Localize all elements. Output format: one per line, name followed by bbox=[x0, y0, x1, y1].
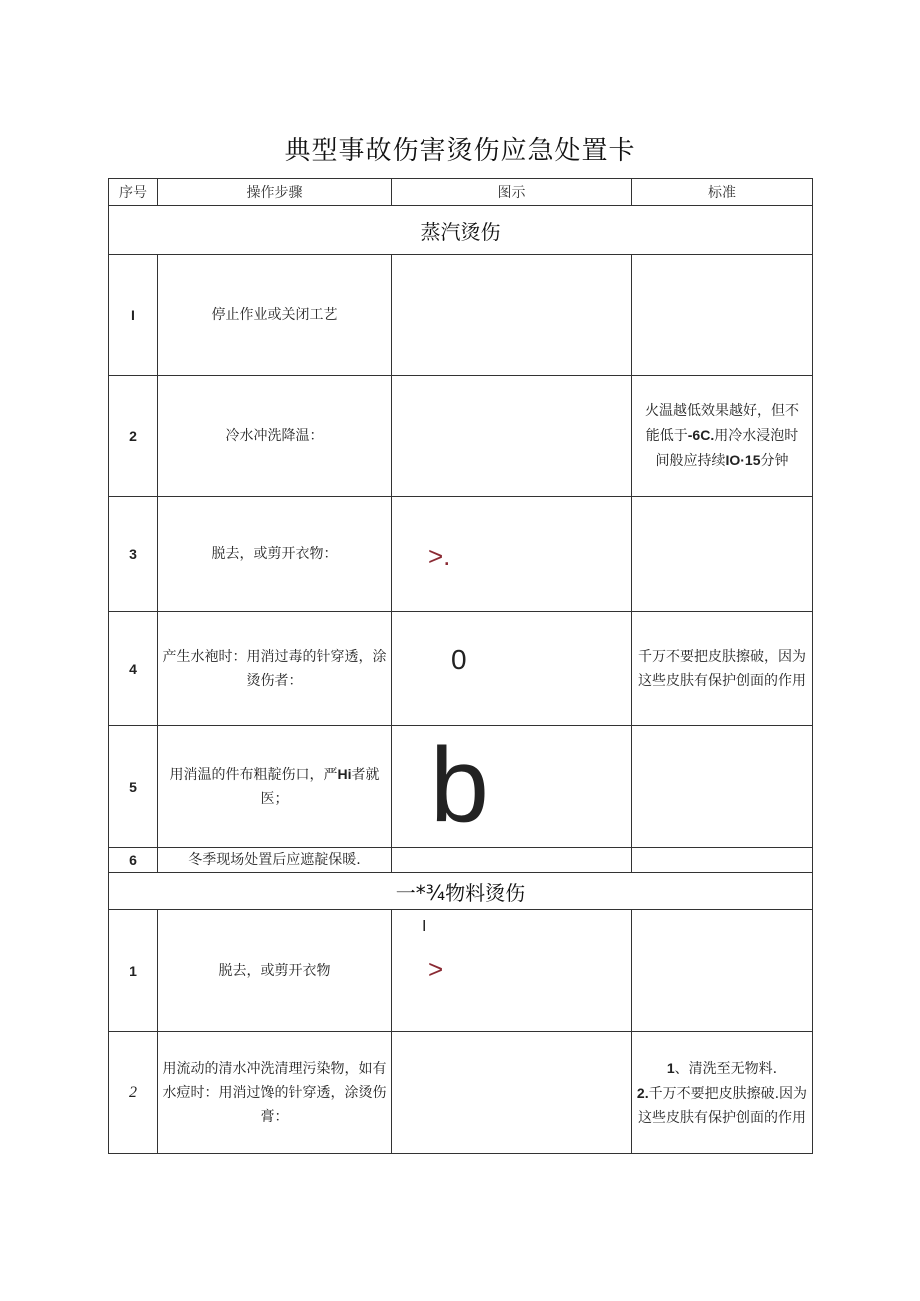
standard-text bbox=[632, 848, 813, 873]
standard-text: 1、清洗至无物料. 2.千万不要把皮肤擦破.因为这些皮肤有保护创面的作用 bbox=[632, 1032, 813, 1154]
row-number: 4 bbox=[109, 612, 158, 726]
row-number: 1 bbox=[109, 910, 158, 1032]
section-row bbox=[109, 873, 813, 910]
standard-text bbox=[632, 497, 813, 612]
arrow-mark: >. bbox=[428, 541, 451, 571]
bar-mark: I bbox=[422, 918, 427, 935]
row-number: I bbox=[109, 255, 158, 376]
table-row bbox=[109, 376, 813, 497]
standard-text: 火温越低效果越好，但不 能低于-6C.用冷水浸泡时 间般应持续IO·15分钟 bbox=[632, 376, 813, 497]
figure-cell bbox=[392, 726, 632, 848]
figure-cell bbox=[392, 1032, 632, 1154]
standard-text bbox=[632, 726, 813, 848]
row-number: 2 bbox=[109, 376, 158, 497]
step-text: 脱去，或剪开衣物： bbox=[158, 497, 392, 612]
row-number: 2 bbox=[109, 1032, 158, 1154]
arrow-mark: > bbox=[428, 954, 444, 984]
table-row bbox=[109, 497, 813, 612]
figure-cell bbox=[392, 848, 632, 873]
table-row bbox=[109, 910, 813, 1032]
figure-cell bbox=[392, 497, 632, 612]
step-text: 用流动的清水冲洗清理污染物，如有水痘时：用消过馋的针穿透，涂烫伤膏： bbox=[158, 1032, 392, 1154]
header-no: 序号 bbox=[109, 179, 158, 206]
header-row bbox=[109, 179, 813, 206]
row-number: 5 bbox=[109, 726, 158, 848]
header-steps: 操作步骤 bbox=[158, 179, 392, 206]
section-row bbox=[109, 206, 813, 255]
step-text: 停止作业或关闭工艺 bbox=[158, 255, 392, 376]
figure-cell bbox=[392, 376, 632, 497]
header-standard: 标准 bbox=[632, 179, 813, 206]
figure-cell bbox=[392, 612, 632, 726]
standard-text bbox=[632, 255, 813, 376]
section-title: 蒸汽烫伤 bbox=[109, 206, 813, 255]
standard-text: 千万不要把皮肤擦破，因为这些皮肤有保护创面的作用 bbox=[632, 612, 813, 726]
standard-text bbox=[632, 910, 813, 1032]
emergency-table bbox=[108, 178, 813, 1154]
section-title: 一*¾物料烫伤 bbox=[109, 873, 813, 910]
row-number: 3 bbox=[109, 497, 158, 612]
figure-cell bbox=[392, 255, 632, 376]
page-title: 典型事故伤害烫伤应急处置卡 bbox=[284, 136, 636, 166]
step-text: 冬季现场处置后应遮靛保暖. bbox=[158, 848, 392, 873]
header-figure: 图示 bbox=[392, 179, 632, 206]
b-mark: b bbox=[430, 726, 489, 844]
table-row bbox=[109, 255, 813, 376]
table-row bbox=[109, 612, 813, 726]
zero-mark: 0 bbox=[451, 644, 467, 675]
table-row bbox=[109, 1032, 813, 1154]
step-text: 产生水袍时：用消过毒的针穿透，涂烫伤者： bbox=[158, 612, 392, 726]
table-row bbox=[109, 726, 813, 848]
row-number: 6 bbox=[109, 848, 158, 873]
table-row bbox=[109, 848, 813, 873]
step-text: 脱去，或剪开衣物 bbox=[158, 910, 392, 1032]
step-text: 用消温的件布粗靛伤口，严Hi者就医； bbox=[158, 726, 392, 848]
step-text: 冷水冲洗降温： bbox=[158, 376, 392, 497]
figure-cell bbox=[392, 910, 632, 1032]
